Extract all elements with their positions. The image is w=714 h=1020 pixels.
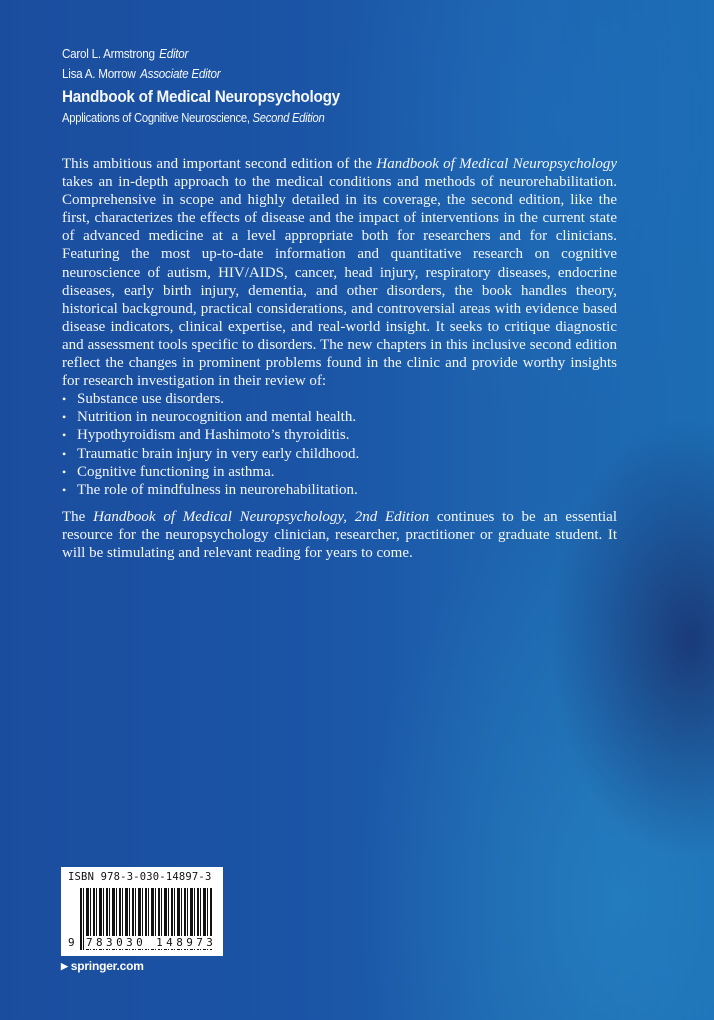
website-link[interactable]: springer.com bbox=[70, 959, 144, 973]
play-arrow-icon: ▶ bbox=[61, 961, 68, 971]
editor-role: Editor bbox=[159, 46, 189, 61]
back-cover-blurb bbox=[62, 155, 617, 562]
editor-line bbox=[62, 44, 340, 64]
list-item: • Traumatic brain injury in very early childhood. bbox=[62, 445, 617, 463]
closing-book-title: Handbook of Medical Neuropsychology, 2nd Edition bbox=[93, 508, 430, 525]
closing-body: continues to be an essential resource for the neuropsychology clinician, researcher, practitioner or graduate student. It will be stimulating and relevant reading for years to come. bbox=[62, 508, 618, 561]
publisher-website[interactable] bbox=[61, 959, 144, 973]
list-item: • The role of mindfulness in neurorehabilitation. bbox=[62, 481, 617, 499]
closing-intro: The bbox=[62, 508, 94, 525]
associate-editor-role: Associate Editor bbox=[140, 66, 221, 81]
barcode-first-digit: 9 bbox=[68, 936, 79, 949]
editor-name: Carol L. Armstrong bbox=[62, 46, 155, 61]
subtitle-text: Applications of Cognitive Neuroscience, bbox=[62, 111, 253, 125]
blurb-body: takes an in-depth approach to the medical conditions and methods of neurorehabilitation. Comprehensive in scope and highly detailed in its coverage, the second edition, like the first, characterizes the effects of disease and the impact of interventions in the current state of advanced medicine at a level appropriate both for researchers and for clinicians. Featuring the most up-to-date information and quantitative research on cognitive neuroscience of autism, HIV/AIDS, cancer, head injury, respiratory diseases, endocrine diseases, early birth injury, dementia, and other disorders, the book handles theory, historical background, practical considerations, and controversial areas with evidence based disease indicators, clinical expertise, and real-world insight. It seeks to critique diagnostic and assessment tools specific to disorders. The new chapters in this inclusive second edition reflect the changes in prominent problems found in the clinic and provide worthy insights for research investigation in their review of: bbox=[62, 174, 617, 390]
isbn-barcode bbox=[61, 867, 223, 956]
book-title: Handbook of Medical Neuropsychology bbox=[62, 87, 340, 106]
book-subtitle bbox=[62, 109, 340, 127]
new-chapters-list bbox=[62, 390, 617, 499]
barcode-digits bbox=[61, 936, 223, 952]
associate-editor-line bbox=[62, 64, 340, 84]
list-item: • Cognitive functioning in asthma. bbox=[62, 463, 617, 481]
credits-block bbox=[62, 44, 371, 127]
list-item: • Hypothyroidism and Hashimoto’s thyroiditis. bbox=[62, 426, 617, 444]
list-item: • Substance use disorders. bbox=[62, 390, 617, 408]
subtitle-edition: Second Edition bbox=[252, 111, 325, 125]
isbn-label: ISBN 978-3-030-14897-3 bbox=[68, 871, 212, 883]
blurb-intro: This ambitious and important second edition of the bbox=[62, 156, 377, 172]
blurb-paragraph-closing bbox=[62, 508, 617, 562]
barcode-digit-groups: 783030 148973 bbox=[86, 936, 217, 949]
blurb-paragraph-main bbox=[62, 155, 617, 390]
blurb-book-title: Handbook of Medical Neuropsychology bbox=[376, 156, 617, 172]
associate-editor-name: Lisa A. Morrow bbox=[62, 66, 136, 81]
list-item: • Nutrition in neurocognition and mental health. bbox=[62, 408, 617, 426]
